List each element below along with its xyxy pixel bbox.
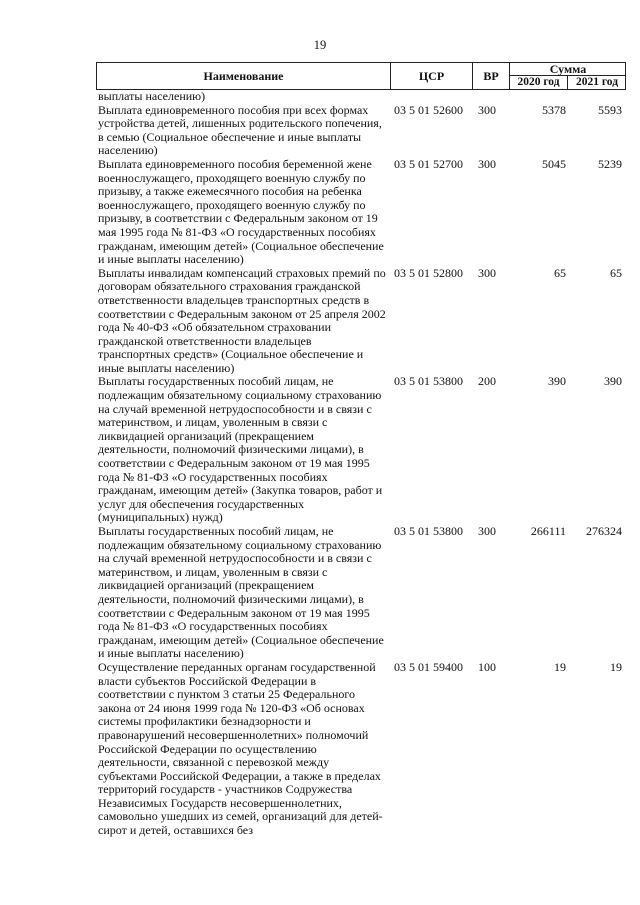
table-row — [96, 375, 626, 525]
header-sum — [510, 63, 626, 89]
table-header — [96, 62, 626, 90]
row-vr: 300 — [478, 156, 496, 171]
row-csr: 03 5 01 53800 — [394, 374, 463, 389]
row-2020: 390 — [548, 374, 566, 389]
row-2020: 266111 — [530, 524, 566, 538]
row-name: Выплата единовременного пособия при всех формах устройства детей, лишенных родительского попечения, в семью (Социальное обеспечение и иные выплаты населению) — [98, 102, 382, 158]
row-2021: 5239 — [598, 156, 622, 171]
table-body — [96, 90, 626, 838]
row-csr: 03 5 01 52800 — [394, 265, 463, 280]
header-csr: ЦСР — [391, 63, 473, 89]
row-2021: 19 — [610, 659, 622, 674]
row-name: Выплата единовременного пособия беременной жене военнослужащего, проходящего военную службу по призыву, а также ежемесячного пособия на ребенка военнослужащего, проходящего военную службу по призыву, в соответствии с Федеральным законом от 19 мая 1995 года № 81-ФЗ «О государственных пособиях гражданам, имеющим детей» (Социальное обеспечение и иные выплаты населению) — [98, 156, 384, 267]
row-csr: 03 5 01 52700 — [394, 156, 463, 171]
header-year-2020: 2020 год — [510, 76, 568, 89]
row-name: Выплаты инвалидам компенсаций страховых премий по договорам обязательного страхования гражданской ответственности владельцев транспортных средств в соответствии с Федеральным законом от 25 апреля 2002 года № 40-ФЗ «Об обязательном страховании гражданской ответственности владельцев транспортных средств» (Социальное обеспечение и иные выплаты населению) — [98, 265, 386, 375]
row-vr: 300 — [478, 102, 496, 117]
header-sum-title: Сумма — [510, 63, 626, 76]
row-name: выплаты населению) — [98, 89, 206, 103]
table-row — [96, 104, 626, 158]
table-row — [96, 661, 626, 838]
row-csr: 03 5 01 59400 — [394, 659, 463, 674]
row-2020: 5378 — [542, 102, 566, 117]
row-csr: 03 5 01 53800 — [394, 524, 463, 538]
row-vr: 200 — [478, 374, 496, 389]
row-2020: 5045 — [542, 156, 566, 171]
row-vr: 100 — [478, 659, 496, 674]
row-name: Выплаты государственных пособий лицам, не подлежащим обязательному социальному страхованию на случай временной нетрудоспособности и в связи с материнством, и лицам, уволенным в связи с ликвидацией организаций (прекращением деятельности, полномочий физическими лицами), в соответствии с Федеральным законом от 19 мая 1995 года № 81-ФЗ «О государственных пособиях гражданам, имеющим детей» (Закупка товаров, работ и услуг для обеспечения государственных (муниципальных) нужд) — [98, 374, 383, 525]
table-row — [96, 525, 626, 661]
row-2021: 5593 — [598, 102, 622, 117]
row-name: Выплаты государственных пособий лицам, не подлежащим обязательному социальному страхованию на случай временной нетрудоспособности и в связи с материнством, и лицам, уволенным в связи с ликвидацией организаций (прекращением деятельности, полномочий физическими лицами), в соответствии с Федеральным законом от 19 мая 1995 года № 81-ФЗ «О государственных пособиях гражданам, имеющим детей» (Социальное обеспечение и иные выплаты населению) — [98, 524, 384, 661]
header-year-2021: 2021 год — [575, 76, 619, 88]
row-2020: 19 — [554, 659, 566, 674]
row-2021: 276324 — [586, 524, 622, 538]
row-csr: 03 5 01 52600 — [394, 102, 463, 117]
header-name: Наименование — [97, 63, 391, 89]
row-vr: 300 — [478, 524, 496, 538]
row-2021: 65 — [610, 265, 622, 280]
header-vr: ВР — [473, 63, 510, 89]
table-row — [96, 267, 626, 376]
row-2021: 390 — [604, 374, 622, 389]
row-2020: 65 — [554, 265, 566, 280]
page-number: 19 — [313, 38, 327, 52]
row-name: Осуществление переданных органам государственной власти субъектов Российской Федерации в соответствии с пунктом 3 статьи 25 Федерального закона от 24 июня 1999 года № 120-ФЗ «Об основах системы профилактики безнадзорности и правонарушений несовершеннолетних» полномочий Российской Федерации по осуществлению деятельности, связанной с перевозкой между субъектами Российской Федерации, а также в пределах территорий государств - участников Содружества Независимых Государств несовершеннолетних, самовольно ушедших из семей, организаций для детей-сирот и детей, оставшихся без — [98, 659, 383, 838]
row-vr: 300 — [478, 265, 496, 280]
table-row — [96, 90, 626, 104]
table-row — [96, 158, 626, 267]
